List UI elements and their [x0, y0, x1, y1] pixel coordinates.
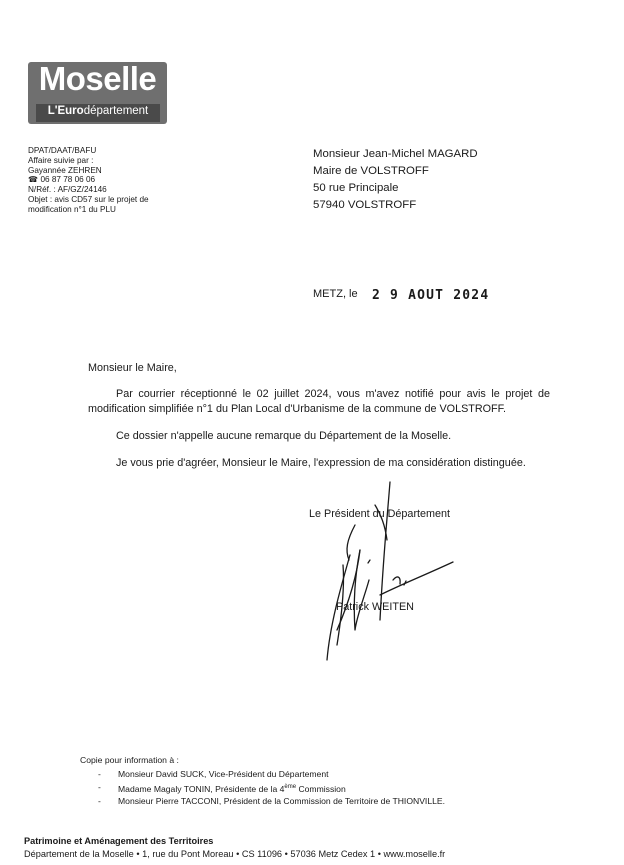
list-dash: -	[98, 781, 101, 792]
paragraph-3: Je vous prie d'agréer, Monsieur le Maire, l'expression de ma considération distinguée.	[116, 457, 526, 469]
ref-subject-cont: modification n°1 du PLU	[28, 204, 116, 214]
logo-tagline	[36, 105, 160, 117]
paragraph-1: Par courrier réceptionné le 02 juillet 2024, vous m'avez notifié pour avis le projet de modification simplifiée n°1 du Plan Local d'Urbanisme de la commune de VOLSTROFF.	[88, 388, 550, 415]
ref-number: N/Réf. : AF/GZ/24146	[28, 185, 107, 195]
ref-contact-name: Gayannée ZEHREN	[28, 165, 102, 175]
date-stamp: 2 9 AOUT 2024	[372, 288, 490, 303]
copy-item	[98, 768, 445, 781]
copies-heading: Copie pour information à :	[80, 755, 179, 765]
handwritten-signature	[305, 480, 455, 665]
copies-list	[98, 768, 445, 808]
signatory-title: Le Président du Département	[309, 508, 451, 520]
footer-address: Département de la Moselle • 1, rue du Pont Moreau • CS 11096 • 57036 Metz Cedex 1 • www.moselle.fr	[24, 849, 446, 859]
salutation: Monsieur le Maire,	[88, 362, 177, 374]
copy-text: Monsieur Pierre TACCONI, Président de la Commission de Territoire de THIONVILLE.	[118, 796, 446, 807]
reference-block	[28, 146, 149, 215]
recipient-street: 50 rue Principale	[313, 182, 399, 194]
recipient-role: Maire de VOLSTROFF	[313, 165, 429, 177]
date-place: METZ, le	[313, 288, 358, 300]
copy-ordinal-suffix: ème	[284, 783, 297, 790]
copy-text-end: Commission	[296, 783, 346, 794]
list-dash: -	[98, 796, 101, 807]
ref-service: DPAT/DAAT/BAFU	[28, 146, 97, 155]
recipient-address	[313, 146, 478, 214]
paragraph-2: Ce dossier n'appelle aucune remarque du Département de la Moselle.	[116, 430, 452, 442]
logo-tagline-rest: département	[83, 105, 149, 117]
copy-text: Monsieur David SUCK, Vice-Président du Département	[118, 769, 329, 779]
signatory-name: Patrick WEITEN	[336, 601, 414, 613]
ref-followed-by: Affaire suivie par :	[28, 155, 94, 165]
recipient-name: Monsieur Jean-Michel MAGARD	[313, 148, 478, 160]
ref-phone: ☎ 06 87 78 06 06	[28, 175, 96, 185]
recipient-city: 57940 VOLSTROFF	[313, 199, 417, 211]
ref-subject: Objet : avis CD57 sur le projet de	[28, 194, 149, 204]
copy-text: Madame Magaly TONIN, Présidente de la 4	[118, 783, 285, 794]
logo-tagline-bold: L'Euro	[47, 105, 84, 117]
copy-item	[98, 795, 445, 808]
copy-item	[98, 781, 445, 795]
logo-name: Moselle	[38, 60, 157, 97]
footer-service: Patrimoine et Aménagement des Territoires	[24, 836, 214, 846]
list-dash: -	[98, 769, 101, 779]
